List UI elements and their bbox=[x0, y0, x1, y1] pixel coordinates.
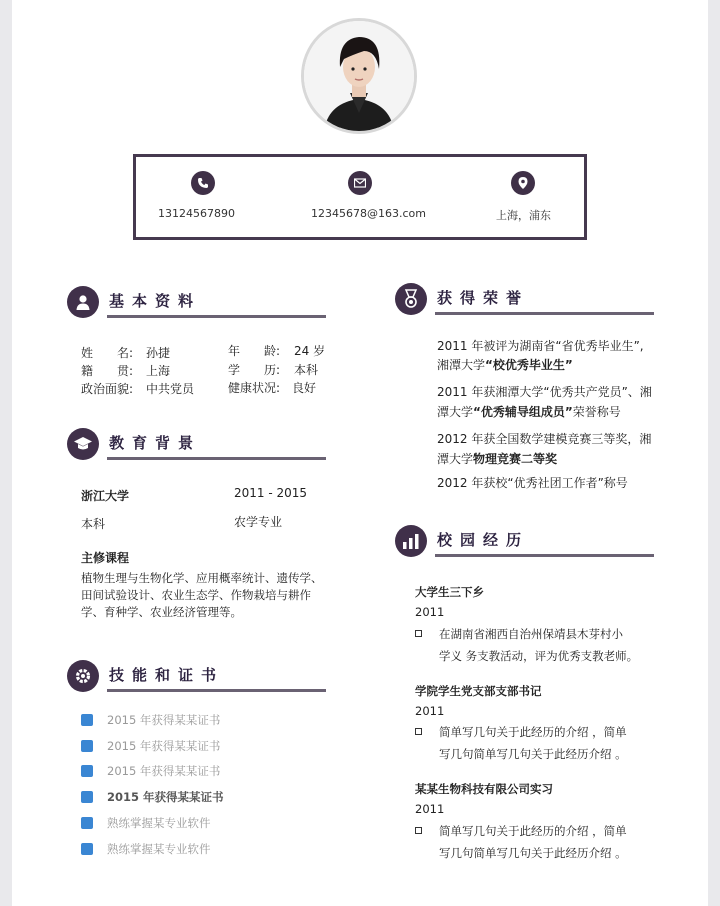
section-skills bbox=[67, 660, 327, 696]
section-divider bbox=[107, 457, 326, 460]
campus-heading: 某某生物科技有限公司实习 bbox=[415, 782, 553, 796]
skill-label: 2015 年获得某某证书 bbox=[107, 764, 221, 778]
campus-desc: 学义 务支教活动，评为优秀支教老师。 bbox=[439, 649, 639, 663]
checkbox-checked-icon[interactable] bbox=[81, 791, 93, 803]
campus-year: 2011 bbox=[415, 704, 445, 718]
honor-line: 2011 年获湘潭大学“优秀共产党员”、湘 bbox=[437, 385, 652, 399]
origin-value: 上海 bbox=[146, 364, 171, 378]
honor-line bbox=[437, 450, 557, 467]
section-basic-info bbox=[67, 286, 327, 322]
section-title: 校园经历 bbox=[437, 531, 530, 549]
section-education bbox=[67, 428, 327, 464]
skill-label: 2015 年获得某某证书 bbox=[107, 790, 224, 804]
honor-line bbox=[437, 403, 621, 420]
age-value: 24 岁 bbox=[294, 344, 326, 358]
politics-value: 中共党员 bbox=[146, 382, 195, 396]
honor-text: 潭大学 bbox=[437, 452, 474, 466]
politics-label: 政治面貌: bbox=[81, 382, 134, 396]
section-title: 基本资料 bbox=[109, 292, 202, 310]
phone-text: 13124567890 bbox=[158, 207, 235, 220]
campus-heading: 大学生三下乡 bbox=[415, 585, 484, 599]
honor-highlight: “优秀辅导组成员” bbox=[473, 405, 573, 419]
location-text: 上海，浦东 bbox=[496, 209, 551, 222]
square-bullet-icon bbox=[415, 630, 422, 637]
honor-text: 湘潭大学 bbox=[437, 358, 486, 372]
checkbox-checked-icon[interactable] bbox=[81, 714, 93, 726]
square-bullet-icon bbox=[415, 728, 422, 735]
honor-line: 2012 年获全国数学建模竞赛三等奖，湘 bbox=[437, 432, 652, 446]
name-label: 姓 名: bbox=[81, 346, 134, 360]
profile-photo bbox=[304, 21, 414, 131]
bar-chart-icon bbox=[395, 525, 427, 557]
campus-year: 2011 bbox=[415, 605, 445, 619]
graduation-cap-icon bbox=[67, 428, 99, 460]
honor-highlight: 物理竞赛二等奖 bbox=[473, 452, 558, 466]
campus-desc: 在湖南省湘西自治州保靖县木芽村小 bbox=[439, 627, 623, 641]
checkbox-checked-icon[interactable] bbox=[81, 817, 93, 829]
square-bullet-icon bbox=[415, 827, 422, 834]
section-divider bbox=[435, 312, 654, 315]
skill-label: 熟练掌握某专业软件 bbox=[107, 816, 211, 830]
email-text: 12345678@163.com bbox=[311, 207, 426, 220]
campus-desc: 写几句简单写几句关于此经历介绍 。 bbox=[439, 747, 627, 761]
honor-line bbox=[437, 356, 573, 373]
skill-label: 熟练掌握某专业软件 bbox=[107, 842, 211, 856]
location-pin-icon bbox=[511, 171, 535, 195]
section-divider bbox=[107, 315, 326, 318]
section-divider bbox=[107, 689, 326, 692]
origin-label: 籍 贯: bbox=[81, 364, 134, 378]
skill-label: 2015 年获得某某证书 bbox=[107, 739, 221, 753]
section-divider bbox=[435, 554, 654, 557]
age-label: 年 龄: bbox=[228, 344, 281, 358]
honor-highlight: “校优秀毕业生” bbox=[485, 358, 573, 372]
contact-box bbox=[133, 154, 587, 240]
degree-label: 学 历: bbox=[228, 363, 281, 377]
campus-desc: 写几句简单写几句关于此经历介绍 。 bbox=[439, 846, 627, 860]
medal-icon bbox=[395, 283, 427, 315]
mail-icon bbox=[348, 171, 372, 195]
campus-desc: 简单写几句关于此经历的介绍 ，简单 bbox=[439, 725, 627, 739]
honor-line: 2012 年获校“优秀社团工作者”称号 bbox=[437, 476, 628, 490]
courses-title: 主修课程 bbox=[81, 551, 130, 565]
skill-label: 2015 年获得某某证书 bbox=[107, 713, 221, 727]
section-campus bbox=[395, 525, 655, 561]
campus-desc: 简单写几句关于此经历的介绍 ，简单 bbox=[439, 824, 627, 838]
school-period: 2011 - 2015 bbox=[234, 486, 308, 500]
campus-year: 2011 bbox=[415, 802, 445, 816]
section-title: 教育背景 bbox=[109, 434, 202, 452]
checkbox-checked-icon[interactable] bbox=[81, 843, 93, 855]
checkbox-checked-icon[interactable] bbox=[81, 765, 93, 777]
avatar bbox=[301, 18, 417, 134]
phone-icon bbox=[191, 171, 215, 195]
courses-list: 植物生理与生物化学、应用概率统计、遗传学、田间试验设计、农业生态学、作物栽培与耕作学、育种学、农业经济管理等。 bbox=[81, 571, 323, 619]
school-name: 浙江大学 bbox=[81, 489, 130, 503]
resume-page bbox=[12, 0, 708, 906]
section-title: 技能和证书 bbox=[109, 666, 225, 684]
honor-line: 2011 年被评为湖南省“省优秀毕业生”, bbox=[437, 339, 644, 353]
checkbox-checked-icon[interactable] bbox=[81, 740, 93, 752]
honor-text: 荣誉称号 bbox=[572, 405, 621, 419]
campus-heading: 学院学生党支部支部书记 bbox=[415, 684, 542, 698]
health-value: 良好 bbox=[292, 381, 317, 395]
gear-icon bbox=[67, 660, 99, 692]
degree-value: 本科 bbox=[294, 363, 319, 377]
section-honors bbox=[395, 283, 655, 319]
honor-text: 潭大学 bbox=[437, 405, 474, 419]
name-value: 孙捷 bbox=[146, 346, 171, 360]
education-major: 农学专业 bbox=[234, 515, 283, 529]
section-title: 获得荣誉 bbox=[437, 289, 530, 307]
education-level: 本科 bbox=[81, 517, 106, 531]
person-icon bbox=[67, 286, 99, 318]
health-label: 健康状况: bbox=[228, 381, 281, 395]
